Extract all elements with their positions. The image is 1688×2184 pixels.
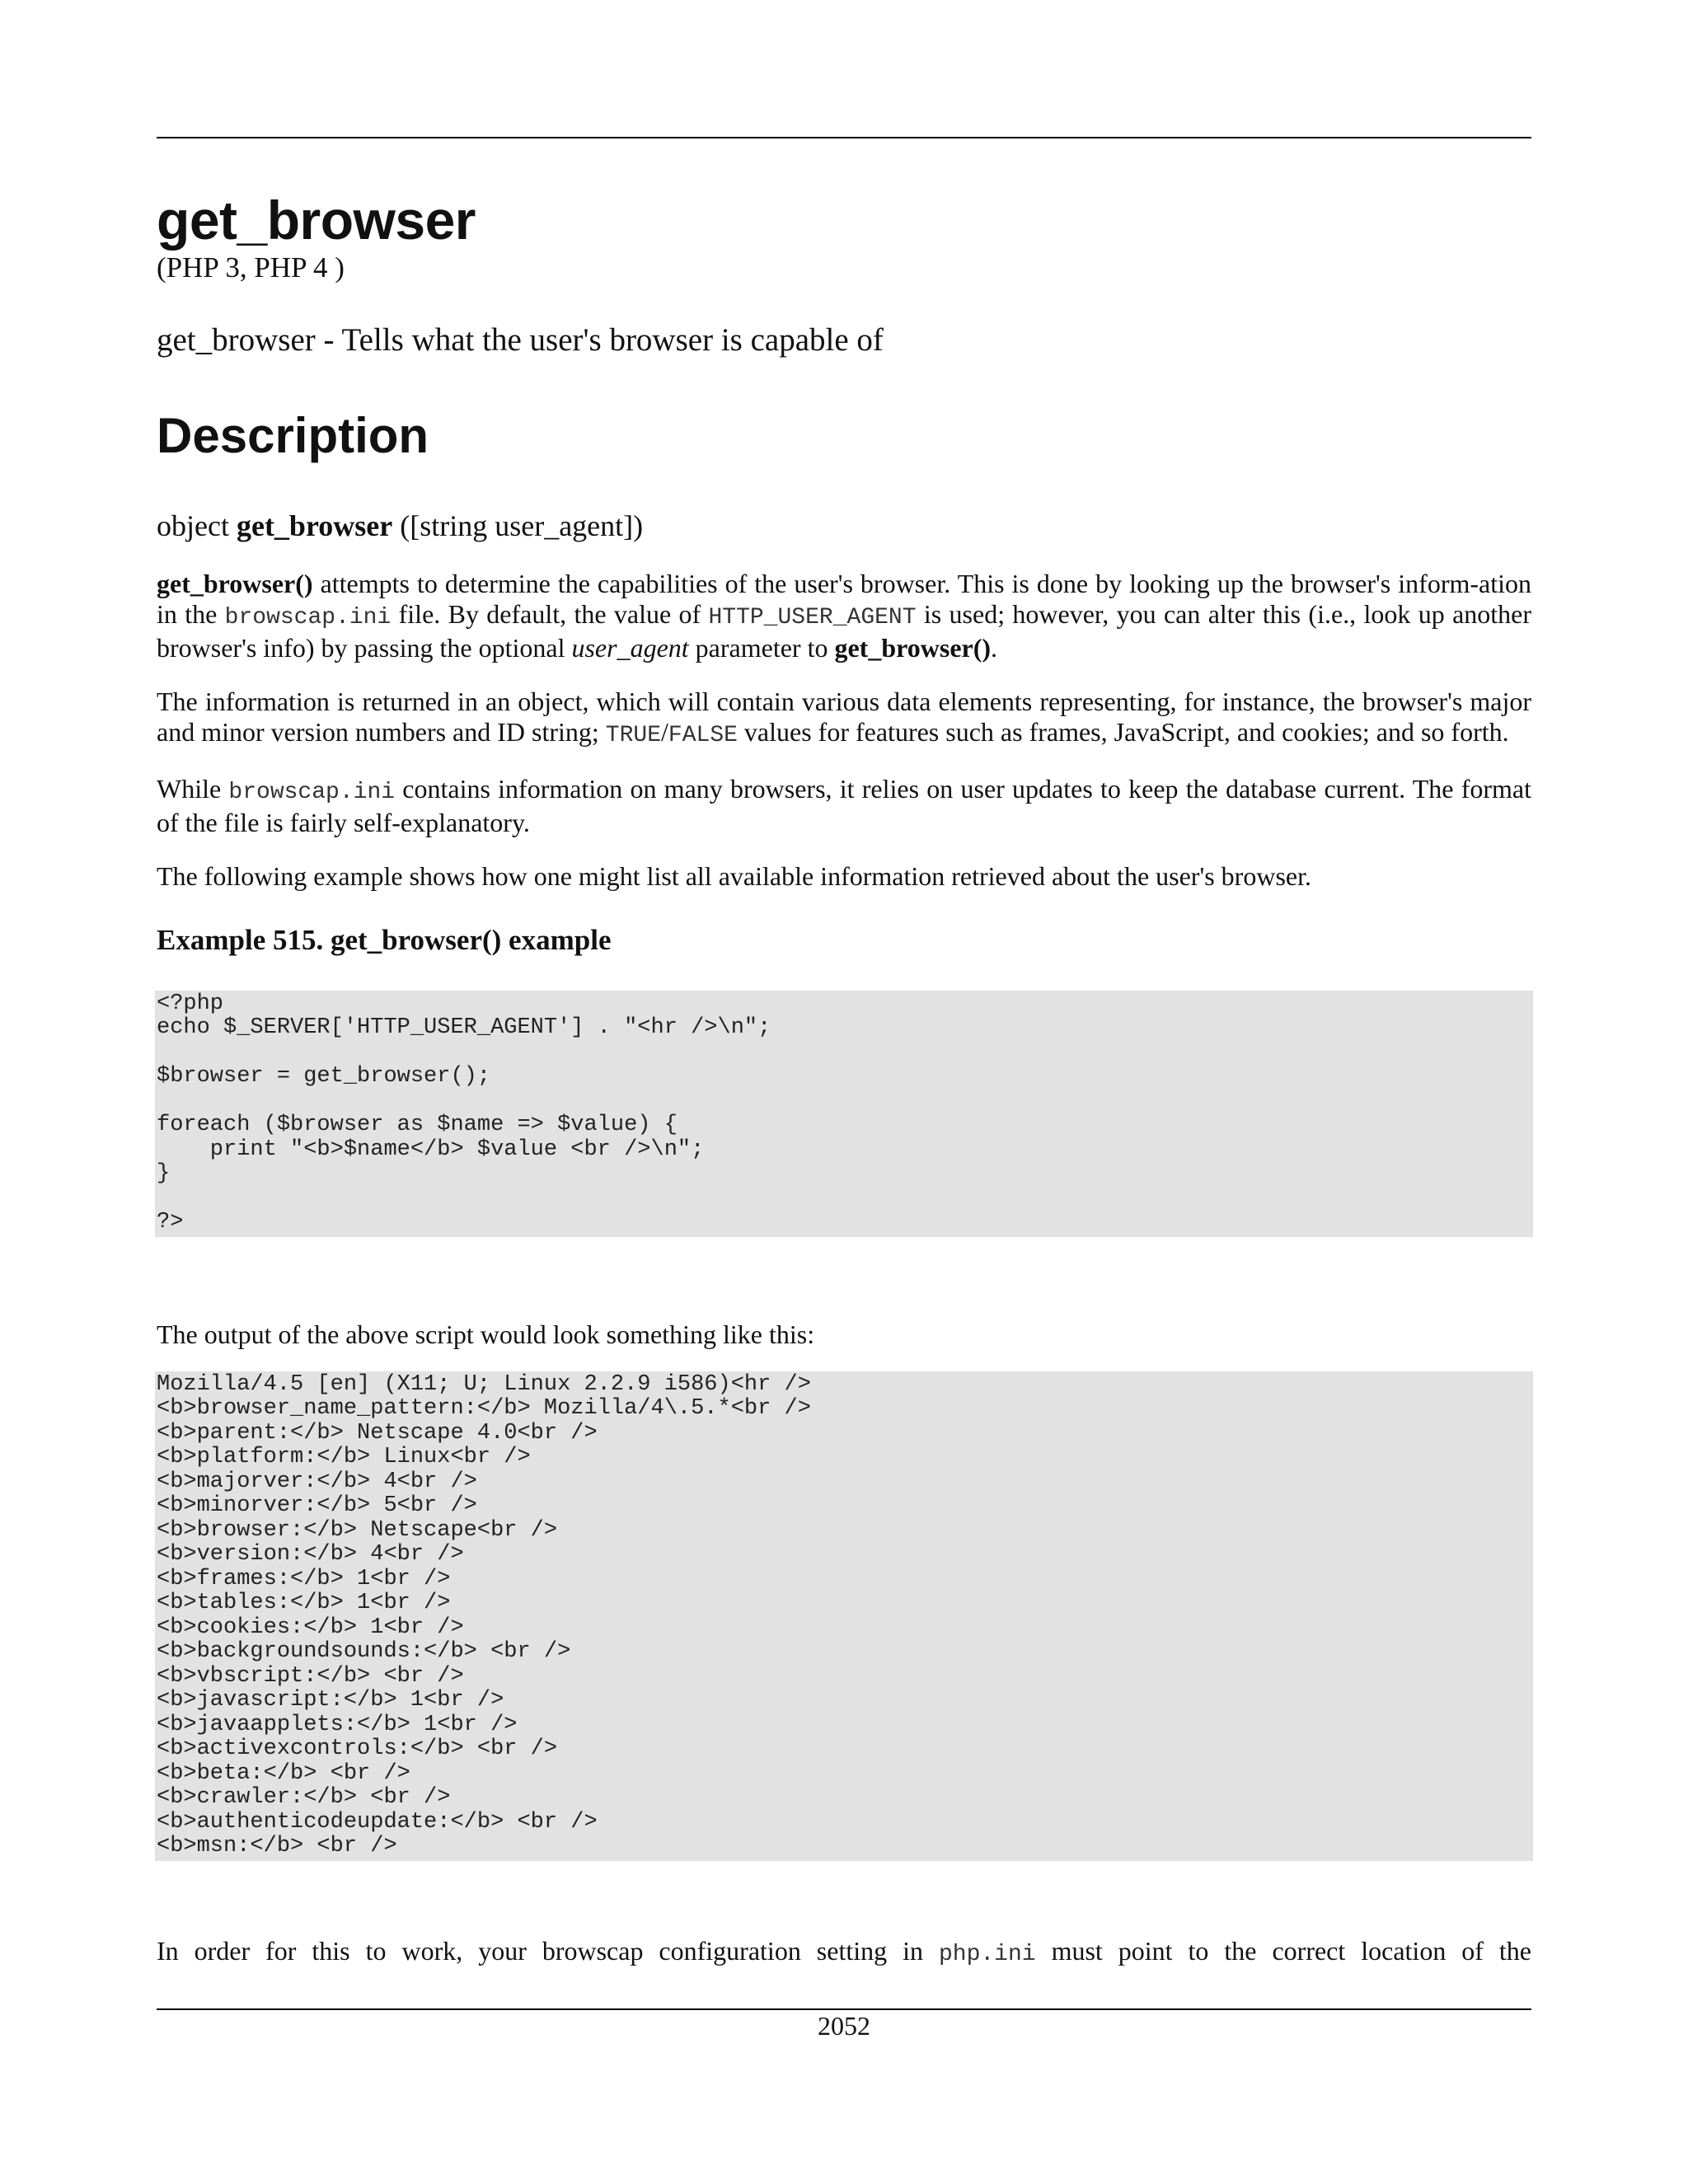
description-heading: Description: [157, 407, 429, 463]
text: attempts to determine the capabilities of the user's browser. This is done by looking up the browser's inform-ation in the: [157, 568, 1531, 629]
function-ref: get_browser(): [157, 568, 313, 598]
synopsis-return-type: object: [157, 509, 229, 542]
synopsis-params: ([string user_agent]): [400, 509, 644, 542]
text: file. By default, the value of: [391, 598, 709, 629]
filename-literal: php.ini: [938, 1942, 1036, 1967]
paragraph-example-intro: The following example shows how one might list all available information retrieved about the user's browser.: [157, 860, 1311, 891]
text: parameter to: [688, 632, 835, 663]
text: contains information on many browsers, it relies on user updates to keep the database current. The format of the file is fairly self-explanatory.: [157, 773, 1532, 837]
example-title: Example 515. get_browser() example: [157, 923, 612, 956]
page-number: 2052: [818, 2011, 870, 2041]
php-versions: (PHP 3, PHP 4 ): [157, 251, 345, 284]
text: The information is returned in an object, which will contain various data elements representing, for instance, the browser's major and minor version numbers and ID string;: [157, 686, 1531, 747]
text: must point to the correct location of the: [1035, 1936, 1532, 1966]
header-rule: [157, 137, 1531, 138]
constant-literal: TRUE: [605, 722, 662, 748]
function-ref: get_browser(): [834, 632, 992, 663]
text: .: [991, 632, 998, 663]
text: /: [661, 716, 668, 747]
paragraph-config-note: [157, 1936, 1531, 1970]
output-code-block: Mozilla/4.5 [en] (X11; U; Linux 2.2.9 i586)<hr /> <b>browser_name_pattern:</b> Mozilla/4\.5.*<br /> <b>parent:</b> Netscape 4.0<br /> <b>platform:</b> Linux<br /> <b>majorver:</b> 4<br /> <b>minorver:</b> 5<br /> <b>browser:</b> Netscape<br /> <b>version:</b> 4<br /> <b>frames:</b> 1<br /> <b>tables:</b> 1<br /> <b>cookies:</b> 1<br /> <b>backgroundsounds:</b> <br /> <b>vbscript:</b> <br /> <b>javascript:</b> 1<br /> <b>javaapplets:</b> 1<br /> <b>activexcontrols:</b> <br /> <b>beta:</b> <br /> <b>crawler:</b> <br /> <b>authenticodeupdate:</b> <br /> <b>msn:</b> <br />: [155, 1371, 1533, 1861]
text: While: [157, 773, 229, 804]
page-title: get_browser: [157, 190, 476, 251]
filename-literal: browscap.ini: [228, 779, 396, 805]
function-purpose: get_browser - Tells what the user's browser is capable of: [157, 322, 884, 358]
synopsis-function-name: get_browser: [236, 509, 393, 542]
text: values for features such as frames, JavaScript, and cookies; and so forth.: [737, 716, 1509, 747]
paragraph-intro: [157, 569, 1531, 663]
function-synopsis: [157, 509, 1531, 544]
example-code-block: <?php echo $_SERVER['HTTP_USER_AGENT'] . "<hr />\n"; $browser = get_browser(); foreach ($browser as $name => $value) { print "<b>$name</b> $value <br />\n"; } ?>: [155, 991, 1533, 1237]
constant-literal: HTTP_USER_AGENT: [708, 604, 917, 630]
constant-literal: FALSE: [668, 722, 738, 748]
text: is used; however, you can alter this (i.e., look up another browser's info) by passing the optional: [157, 598, 1532, 663]
main-content: [157, 188, 1531, 1861]
parameter-name: user_agent: [571, 632, 689, 663]
filename-literal: browscap.ini: [224, 604, 392, 630]
output-intro: The output of the above script would look something like this:: [157, 1319, 815, 1349]
text: In order for this to work, your browscap configuration setting in: [157, 1936, 939, 1966]
paragraph-browscap: [157, 774, 1531, 838]
paragraph-return-value: [157, 687, 1531, 751]
